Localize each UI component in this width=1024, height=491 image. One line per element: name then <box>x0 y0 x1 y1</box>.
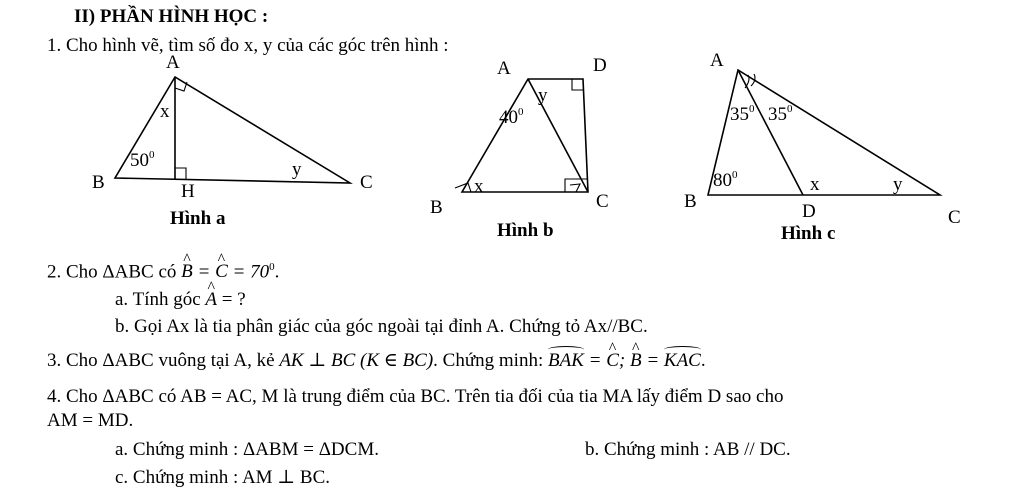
q2-end: . <box>274 261 280 283</box>
fig-a-label-x: x <box>160 101 170 122</box>
fig-b-label-x: x <box>474 176 484 197</box>
fig-c-angle-b-value: 80 <box>713 170 732 191</box>
fig-a-angle-b-value: 50 <box>130 150 149 171</box>
q3-angle-kac: KAC <box>663 350 701 371</box>
figure-c <box>684 50 961 228</box>
fig-c-label-c: C <box>948 207 961 228</box>
fig-c-label-b: B <box>684 191 697 212</box>
question-4b: b. Chứng minh : AB // DC. <box>585 439 791 460</box>
fig-a-label-a: A <box>166 52 180 73</box>
fig-c-angle-a1-value: 35 <box>730 104 749 125</box>
question-2b: b. Gọi Ax là tia phân giác của góc ngoài tại đỉnh A. Chứng tỏ Ax//BC. <box>115 316 648 337</box>
fig-b-right-angle-d <box>572 79 584 90</box>
fig-b-angle-mark-c <box>570 184 580 192</box>
fig-a-triangle <box>115 77 350 183</box>
fig-b-label-a: A <box>497 58 511 79</box>
fig-b-label-d: D <box>593 55 607 76</box>
fig-a-label-y: y <box>292 159 302 180</box>
fig-c-label-d: D <box>802 201 816 222</box>
q3-sep: ; <box>618 350 630 371</box>
fig-c-angle-b-degree: 0 <box>732 169 738 181</box>
fig-a-label-c: C <box>360 172 373 193</box>
fig-b-angle-a <box>499 106 524 128</box>
q2a-text: a. Tính góc <box>115 289 201 310</box>
q2a-end: = ? <box>217 289 246 310</box>
fig-c-bisector <box>738 70 803 195</box>
fig-c-label-a: A <box>710 50 724 71</box>
question-1-text: 1. Cho hình vẽ, tìm số đo x, y của các góc trên hình : <box>47 35 449 56</box>
q3-angle-b: ^ B <box>630 350 642 372</box>
q3-angle-bak: BAK <box>547 350 584 371</box>
fig-b-caption: Hình b <box>497 220 554 241</box>
q3-end: . <box>700 350 706 371</box>
q3-paren: (K ∈ BC) <box>360 350 434 371</box>
fig-a-label-h: H <box>181 181 195 202</box>
q2-intro: 2. Cho ΔABC có <box>47 261 177 283</box>
section-title: II) PHẦN HÌNH HỌC : <box>74 6 269 27</box>
fig-a-caption: Hình a <box>170 208 226 229</box>
figure-a <box>92 52 373 202</box>
q2-eq2: = 70 <box>227 261 270 283</box>
question-4-line2: AM = MD. <box>47 410 134 431</box>
fig-a-label-b: B <box>92 172 105 193</box>
q2a-angle-a: ^ A <box>205 289 217 311</box>
figure-b <box>430 55 609 218</box>
fig-b-angle-a-value: 40 <box>499 107 518 128</box>
fig-b-label-y: y <box>538 85 548 106</box>
q2-angle-b: ^ B <box>181 261 193 283</box>
q3-eq2: = <box>641 350 664 371</box>
fig-a-angle-b-degree: 0 <box>149 149 155 161</box>
fig-b-label-b: B <box>430 197 443 218</box>
question-4-line1: 4. Cho ΔABC có AB = AC, M là trung điểm của BC. Trên tia đối của tia MA lấy điểm D sao cho <box>47 386 784 407</box>
q3-condition: AK ⊥ BC <box>279 350 356 371</box>
fig-c-label-y: y <box>893 174 903 195</box>
q3-angle-c: ^ C <box>606 350 619 372</box>
q2-angle-c: ^ C <box>215 261 228 283</box>
fig-b-label-c: C <box>596 191 609 212</box>
fig-c-angle-a2 <box>768 103 793 125</box>
fig-c-angle-a1-degree: 0 <box>749 103 755 115</box>
fig-c-angle-a2-value: 35 <box>768 104 787 125</box>
fig-c-angle-a1 <box>730 103 755 125</box>
fig-c-angle-b <box>713 169 738 191</box>
q2-eq1: = <box>192 261 216 283</box>
question-4a: a. Chứng minh : ΔABM = ΔDCM. <box>115 439 379 460</box>
fig-c-label-x: x <box>810 174 820 195</box>
fig-b-diagonal <box>528 79 588 192</box>
fig-c-caption: Hình c <box>781 223 836 244</box>
fig-b-angle-a-degree: 0 <box>518 106 524 118</box>
question-4c: c. Chứng minh : AM ⊥ BC. <box>115 467 331 488</box>
fig-a-angle-b <box>130 149 155 171</box>
q3-eq: = <box>583 350 607 371</box>
q2-degree: 0 <box>269 261 275 273</box>
fig-a-right-angle-h <box>175 168 186 180</box>
fig-c-triangle <box>708 70 940 195</box>
fig-c-angle-a2-degree: 0 <box>787 103 793 115</box>
q3-mid: . Chứng minh: <box>433 350 544 371</box>
q3-intro: 3. Cho ΔABC vuông tại A, kẻ <box>47 350 275 371</box>
